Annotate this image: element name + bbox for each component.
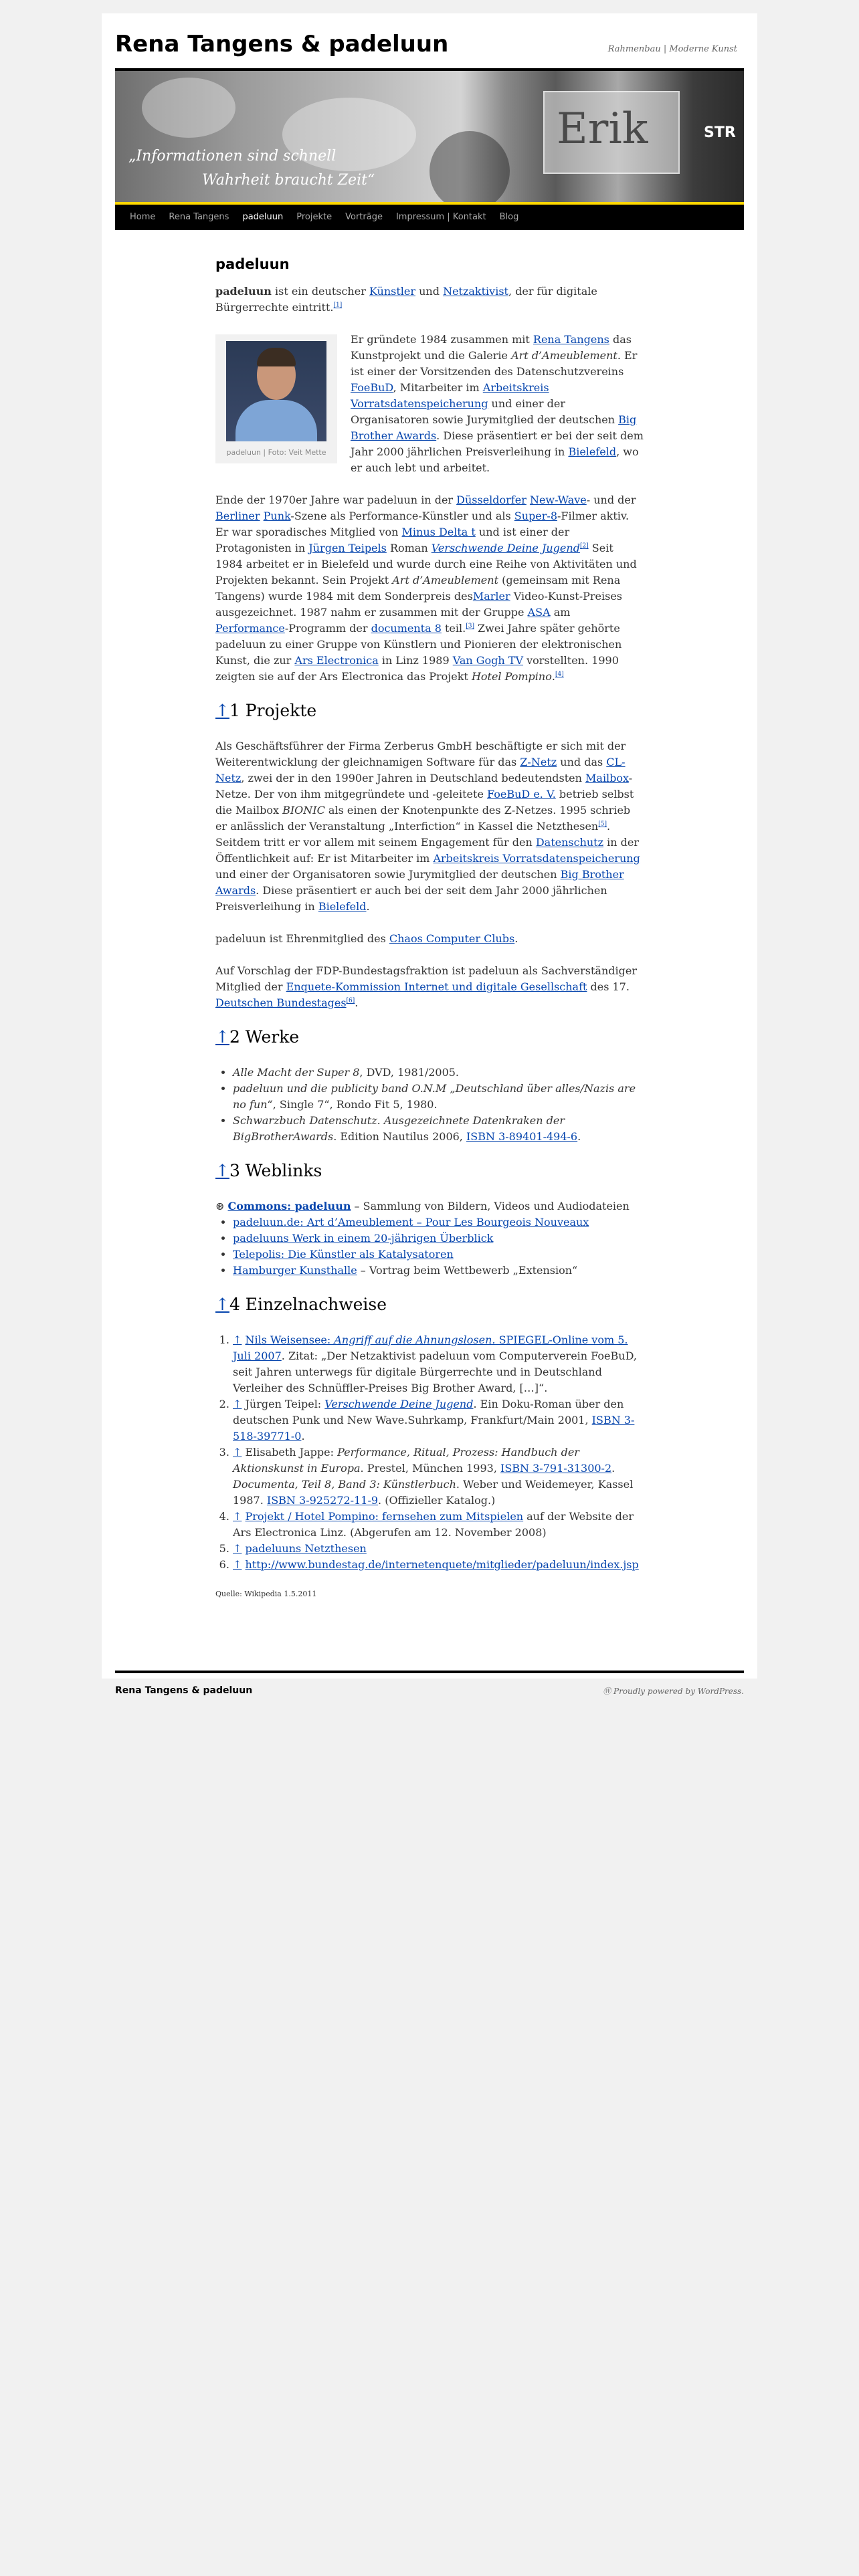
text: . bbox=[611, 1462, 615, 1475]
text-emphasis: Alle Macht der Super 8 bbox=[233, 1066, 360, 1079]
text: , Single 7“, Rondo Fit 5, 1980. bbox=[272, 1098, 438, 1111]
ref-back-arrow-icon[interactable]: ↑ bbox=[233, 1398, 242, 1410]
text: , DVD, 1981/2005. bbox=[359, 1066, 460, 1079]
text-emphasis: Angriff auf die Ahnungslosen. bbox=[334, 1333, 496, 1346]
link-berliner[interactable]: Berliner bbox=[215, 510, 260, 522]
text: . (Offizieller Katalog.) bbox=[378, 1494, 496, 1507]
text: . Prestel, München 1993, bbox=[360, 1462, 500, 1475]
section-heading-einzelnachweise bbox=[215, 1295, 644, 1315]
link-kuenstler[interactable]: Künstler bbox=[369, 285, 416, 298]
text: , der für digitale Bürgerrechte eintritt. bbox=[215, 285, 597, 314]
link-performance[interactable]: Performance bbox=[215, 622, 285, 635]
link-mailbox[interactable]: Mailbox bbox=[585, 772, 629, 784]
link-van-gogh-tv[interactable]: Van Gogh TV bbox=[452, 654, 524, 667]
link-new-wave[interactable]: New-Wave bbox=[529, 494, 587, 506]
ref-back-arrow-icon[interactable]: ↑ bbox=[233, 1333, 242, 1346]
text: vorstellten. 1990 zeigten sie auf der Ars Electronica das Projekt bbox=[215, 654, 619, 683]
list-item bbox=[233, 1065, 644, 1081]
section-heading-projekte bbox=[215, 701, 644, 721]
reference-item bbox=[233, 1509, 644, 1541]
text: Seit 1984 arbeitet er in Bielefeld und wurde durch eine Reihe von Aktivitäten und Projekten bekannt. Sein Projekt bbox=[215, 542, 637, 586]
banner-sign-text: Erik bbox=[557, 104, 648, 154]
link-z-netz[interactable]: Z-Netz bbox=[520, 756, 557, 768]
text: als einen der Knotenpunkte des Z-Netzes. 1995 schrieb er anlässlich der Veranstaltung „Interfiction“ in Kassel die Netzthesen bbox=[215, 804, 631, 833]
reference-item bbox=[233, 1396, 644, 1444]
text-emphasis: padeluun und die publicity band O.N.M „Deutschland über alles/Nazis are no fun“ bbox=[233, 1082, 636, 1111]
text: und einer der Organisatoren sowie Jurymitglied der deutschen bbox=[351, 397, 619, 426]
link-punk[interactable]: Punk bbox=[263, 510, 291, 522]
banner-quote-line2: Wahrheit braucht Zeit“ bbox=[202, 172, 375, 189]
werke-list bbox=[215, 1065, 644, 1145]
text: Zwei Jahre später gehörte padeluun zu einer Gruppe von Künstlern und Pionieren der elektronischen Kunst, die zur bbox=[215, 622, 622, 667]
link-rena-tangens[interactable]: Rena Tangens bbox=[533, 333, 609, 346]
references-list bbox=[215, 1332, 644, 1573]
text: , wo er auch lebt und arbeitet. bbox=[351, 445, 639, 474]
link-foebud-ev[interactable]: FoeBuD e. V. bbox=[487, 788, 556, 800]
text-emphasis: Schwarzbuch Datenschutz. Ausgezeichnete Datenkraken der BigBrotherAwards bbox=[233, 1114, 565, 1143]
link-big-brother-awards-2[interactable]: Big Brother Awards bbox=[215, 868, 624, 897]
text: Als Geschäftsführer der Firma Zerberus GmbH beschäftigte er sich mit der Weiterentwicklung der gleichnamigen Software für das bbox=[215, 740, 626, 768]
site-title[interactable]: Rena Tangens & padeluun bbox=[115, 31, 449, 58]
commons-icon: ⊛ bbox=[215, 1200, 225, 1212]
main-navigation bbox=[115, 202, 744, 230]
text: Video-Kunst-Preises ausgezeichnet. 1987 nahm er zusammen mit der Gruppe bbox=[215, 590, 622, 619]
back-to-top-arrow-icon[interactable]: ↑ bbox=[215, 1295, 229, 1314]
banner-quote bbox=[128, 144, 396, 193]
link-chaos-computer-club[interactable]: Chaos Computer Clubs bbox=[389, 932, 515, 945]
back-to-top-arrow-icon[interactable]: ↑ bbox=[215, 1161, 229, 1180]
text: Jürgen Teipel: bbox=[242, 1398, 325, 1410]
weblink[interactable]: Telepolis: Die Künstler als Katalysatoren bbox=[233, 1248, 454, 1261]
portrait-figure bbox=[215, 334, 337, 463]
link-asa[interactable]: ASA bbox=[527, 606, 551, 619]
text: und ist einer der Protagonisten in bbox=[215, 526, 570, 554]
text: Er gründete 1984 zusammen mit bbox=[351, 333, 533, 346]
ref-back-arrow-icon[interactable]: ↑ bbox=[233, 1446, 242, 1459]
nav-item-rena-tangens[interactable]: Rena Tangens bbox=[169, 212, 229, 222]
ref-link-5[interactable]: [5] bbox=[598, 821, 607, 828]
text-emphasis: Performance, Ritual, Prozess: Handbuch der Aktionskunst in Europa bbox=[233, 1446, 579, 1475]
link-isbn[interactable]: ISBN 3-89401-494-6 bbox=[466, 1130, 578, 1143]
weblinks-list bbox=[215, 1214, 644, 1279]
text-emphasis: Documenta, Teil 8, Band 3: Künstlerbuch bbox=[233, 1478, 456, 1491]
text: SPIEGEL-Online vom 5. Juli 2007 bbox=[233, 1333, 628, 1362]
ref-link-4[interactable]: [4] bbox=[555, 671, 564, 678]
text: Roman bbox=[386, 542, 432, 554]
text-emphasis: BIONIC bbox=[282, 804, 325, 817]
text: . Edition Nautilus 2006, bbox=[333, 1130, 466, 1143]
link-bundestag[interactable]: Deutschen Bundestages bbox=[215, 996, 347, 1009]
text: Elisabeth Jappe: bbox=[242, 1446, 338, 1459]
back-to-top-arrow-icon[interactable]: ↑ bbox=[215, 1027, 229, 1047]
text-emphasis: Art d’Ameublement bbox=[392, 574, 498, 586]
ref-link[interactable]: padeluuns Netzthesen bbox=[245, 1542, 367, 1555]
link-marler[interactable]: Marler bbox=[472, 590, 510, 603]
intro-paragraph bbox=[215, 284, 644, 316]
site-footer bbox=[115, 1679, 744, 1705]
link-foebud[interactable]: FoeBuD bbox=[351, 381, 393, 394]
ref-link-1[interactable]: [1] bbox=[333, 302, 343, 309]
section-heading-werke bbox=[215, 1027, 644, 1047]
projekte-paragraph-1 bbox=[215, 738, 644, 915]
text: . bbox=[355, 996, 359, 1009]
section-title: 3 Weblinks bbox=[229, 1161, 322, 1180]
list-item bbox=[233, 1247, 644, 1263]
link-ars-electronica[interactable]: Ars Electronica bbox=[294, 654, 379, 667]
reference-item bbox=[233, 1444, 644, 1509]
text: . bbox=[577, 1130, 581, 1143]
link-super8[interactable]: Super-8 bbox=[514, 510, 557, 522]
text: -Szene als Performance-Künstler und als bbox=[290, 510, 514, 522]
link-documenta-8[interactable]: documenta 8 bbox=[371, 622, 442, 635]
page-wrapper bbox=[102, 13, 757, 1679]
source-note: Quelle: Wikipedia 1.5.2011 bbox=[215, 1590, 317, 1598]
reference-item bbox=[233, 1557, 644, 1573]
ref-link-2[interactable]: [2] bbox=[579, 542, 589, 550]
link-cl-netz[interactable]: CL-Netz bbox=[215, 756, 626, 784]
text: . Seitdem tritt er vor allem mit seinem Engagement für den bbox=[215, 820, 611, 849]
intro-bold-name: padeluun bbox=[215, 285, 272, 298]
ref-back-arrow-icon[interactable]: ↑ bbox=[233, 1542, 242, 1555]
footer-powered-by[interactable] bbox=[603, 1685, 744, 1697]
text: das Kunstprojekt und die Galerie bbox=[351, 333, 632, 362]
ref-link[interactable]: Projekt / Hotel Pompino: fernsehen zum Mitspielen bbox=[245, 1510, 524, 1523]
link-verschwende-deine-jugend[interactable]: Verschwende Deine Jugend bbox=[431, 542, 580, 554]
text: teil. bbox=[441, 622, 466, 635]
nav-item-home[interactable]: Home bbox=[130, 212, 156, 222]
text: . Diese präsentiert er auch bei der seit dem Jahr 2000 jährlichen Preisverleihung in bbox=[215, 884, 607, 913]
link-isbn[interactable]: ISBN 3-791-31300-2 bbox=[500, 1462, 612, 1475]
text: des 17. bbox=[587, 980, 630, 993]
list-item bbox=[233, 1230, 644, 1247]
text: auf der Website der Ars Electronica Linz. (Abgerufen am 12. November 2008) bbox=[233, 1510, 634, 1539]
ref-link[interactable]: http://www.bundestag.de/internetenquete/mitglieder/padeluun/index.jsp bbox=[245, 1558, 639, 1571]
nav-item-blog[interactable]: Blog bbox=[499, 212, 519, 222]
text: . Diese präsentiert er bei der seit dem Jahr 2000 jährlichen Preisverleihung in bbox=[351, 429, 644, 458]
bio-paragraph-2 bbox=[215, 492, 644, 685]
commons-line bbox=[215, 1198, 644, 1214]
text-emphasis: Hotel Pompino bbox=[471, 670, 552, 683]
section-title: 1 Projekte bbox=[229, 701, 317, 720]
header-banner-image bbox=[115, 71, 744, 202]
projekte-paragraph-3 bbox=[215, 963, 644, 1011]
text: Auf Vorschlag der FDP-Bundestagsfraktion ist padeluun als Sachverständiger Mitglied der bbox=[215, 964, 637, 993]
text: . bbox=[301, 1430, 305, 1442]
section-title: 4 Einzelnachweise bbox=[229, 1295, 387, 1314]
text: betrieb selbst die Mailbox bbox=[215, 788, 634, 817]
nav-item-impressum-kontakt[interactable]: Impressum | Kontakt bbox=[395, 212, 486, 222]
link-isbn[interactable]: ISBN 3-925272-11-9 bbox=[266, 1494, 379, 1507]
nav-item-padeluun[interactable]: padeluun bbox=[242, 212, 284, 222]
text: -Filmer aktiv. Er war sporadisches Mitglied von bbox=[215, 510, 630, 538]
ref-link-6[interactable]: [6] bbox=[346, 997, 355, 1004]
text: (gemeinsam mit Rena Tangens) wurde 1984 mit dem Sonderpreis des bbox=[215, 574, 621, 603]
link-isbn[interactable]: ISBN 3-518-39771-0 bbox=[233, 1414, 635, 1442]
site-description: Rahmenbau | Moderne Kunst bbox=[607, 44, 737, 54]
site-header bbox=[102, 13, 757, 71]
text-emphasis: Art d’Ameublement bbox=[511, 349, 617, 362]
text: Nils Weisensee: bbox=[245, 1333, 335, 1346]
weblink[interactable]: Hamburger Kunsthalle bbox=[233, 1264, 357, 1277]
nav-item-projekte[interactable]: Projekte bbox=[296, 212, 332, 222]
weblink[interactable]: padeluun.de: Art d’Ameublement – Pour Les Bourgeois Nouveaux bbox=[233, 1216, 589, 1228]
list-item bbox=[233, 1263, 644, 1279]
page-title: padeluun bbox=[215, 256, 290, 272]
reference-item bbox=[233, 1332, 644, 1396]
list-item bbox=[233, 1214, 644, 1230]
text: . bbox=[514, 932, 518, 945]
link-arbeitskreis-2[interactable]: Arbeitskreis Vorratsdatenspeicherung bbox=[433, 852, 640, 865]
section-heading-weblinks bbox=[215, 1161, 644, 1181]
main-content bbox=[215, 254, 644, 1600]
link-datenschutz[interactable]: Datenschutz bbox=[535, 836, 604, 849]
list-item bbox=[233, 1113, 644, 1145]
text: -Programm der bbox=[284, 622, 371, 635]
portrait-photo[interactable] bbox=[226, 341, 326, 441]
text: und das bbox=[557, 756, 607, 768]
text: -Netze. Der von ihm mitgegründete und -geleitete bbox=[215, 772, 633, 800]
ref-link[interactable]: Verschwende Deine Jugend bbox=[324, 1398, 474, 1410]
link-arbeitskreis[interactable]: Arbeitskreis Vorratsdatenspeicherung bbox=[351, 381, 549, 410]
reference-item bbox=[233, 1541, 644, 1557]
text: und bbox=[415, 285, 444, 298]
ref-back-arrow-icon[interactable]: ↑ bbox=[233, 1510, 242, 1523]
link-bielefeld-2[interactable]: Bielefeld bbox=[318, 900, 367, 913]
text: und einer der Organisatoren sowie Jurymitglied der deutschen bbox=[215, 868, 561, 881]
text: padeluun ist Ehrenmitglied des bbox=[215, 932, 389, 945]
text: – Sammlung von Bildern, Videos und Audiodateien bbox=[351, 1200, 630, 1212]
link-commons[interactable]: Commons: padeluun bbox=[227, 1200, 351, 1212]
text: . Zitat: „Der Netzaktivist padeluun vom Computerverein FoeBuD, seit Jahren unterwegs für digitale Bürgerrechte und in Deutschland Verleiher des Schnüffler-Preises Big Brother Award, […]“. bbox=[233, 1350, 637, 1394]
text: . Er ist einer der Vorsitzenden des Datenschutzvereins bbox=[351, 349, 638, 378]
back-to-top-arrow-icon[interactable]: ↑ bbox=[215, 701, 229, 720]
banner-blur-shape bbox=[430, 131, 510, 202]
projekte-paragraph-2 bbox=[215, 931, 644, 947]
text: ist ein deutscher bbox=[271, 285, 369, 298]
text: in der Öffentlichkeit auf: Er ist Mitarbeiter im bbox=[215, 836, 639, 865]
banner-quote-line1: „Informationen sind schnell bbox=[128, 148, 337, 165]
text: – Vortrag beim Wettbewerb „Extension“ bbox=[357, 1264, 578, 1277]
list-item bbox=[233, 1081, 644, 1113]
ref-back-arrow-icon[interactable]: ↑ bbox=[233, 1558, 242, 1571]
link-duesseldorfer[interactable]: Düsseldorfer bbox=[456, 494, 527, 506]
text: Ende der 1970er Jahre war padeluun in der bbox=[215, 494, 457, 506]
footer-rule bbox=[115, 1671, 744, 1673]
text: , zwei der in den 1990er Jahren in Deutschland bedeutendsten bbox=[241, 772, 586, 784]
ref-link-3[interactable]: [3] bbox=[466, 623, 474, 630]
section-title: 2 Werke bbox=[229, 1027, 300, 1047]
text: am bbox=[550, 606, 571, 619]
text: , Mitarbeiter im bbox=[393, 381, 483, 394]
link-bielefeld[interactable]: Bielefeld bbox=[568, 445, 617, 458]
link-netzaktivist[interactable]: Netzaktivist bbox=[443, 285, 508, 298]
photo-shirt bbox=[235, 400, 317, 441]
text: . bbox=[366, 900, 370, 913]
footer-powered-text: Proudly powered by WordPress. bbox=[613, 1687, 744, 1696]
link-enquete-kommission[interactable]: Enquete-Kommission Internet und digitale Gesellschaft bbox=[286, 980, 587, 993]
banner-sign-text2: STR bbox=[704, 124, 736, 141]
text: in Linz 1989 bbox=[378, 654, 453, 667]
text: . Ein Doku-Roman über den deutschen Punk und New Wave.Suhrkamp, Frankfurt/Main 2001, bbox=[233, 1398, 624, 1426]
link-juergen-teipel[interactable]: Jürgen Teipels bbox=[308, 542, 387, 554]
photo-hair bbox=[257, 348, 296, 366]
banner-blur-shape bbox=[142, 78, 235, 138]
text: . bbox=[551, 670, 555, 683]
weblink[interactable]: padeluuns Werk in einem 20-jährigen Überblick bbox=[233, 1232, 494, 1245]
portrait-caption: padeluun | Foto: Veit Mette bbox=[226, 448, 326, 457]
wordpress-icon: Ⓦ bbox=[603, 1687, 614, 1696]
nav-item-vortraege[interactable]: Vorträge bbox=[345, 212, 383, 222]
link-big-brother-awards[interactable]: Big Brother Awards bbox=[351, 413, 637, 442]
text: - und der bbox=[586, 494, 636, 506]
footer-site-title[interactable]: Rena Tangens & padeluun bbox=[115, 1685, 253, 1696]
link-minus-delta-t[interactable]: Minus Delta t bbox=[401, 526, 476, 538]
text: . Weber und Weidemeyer, Kassel 1987. bbox=[233, 1478, 634, 1507]
